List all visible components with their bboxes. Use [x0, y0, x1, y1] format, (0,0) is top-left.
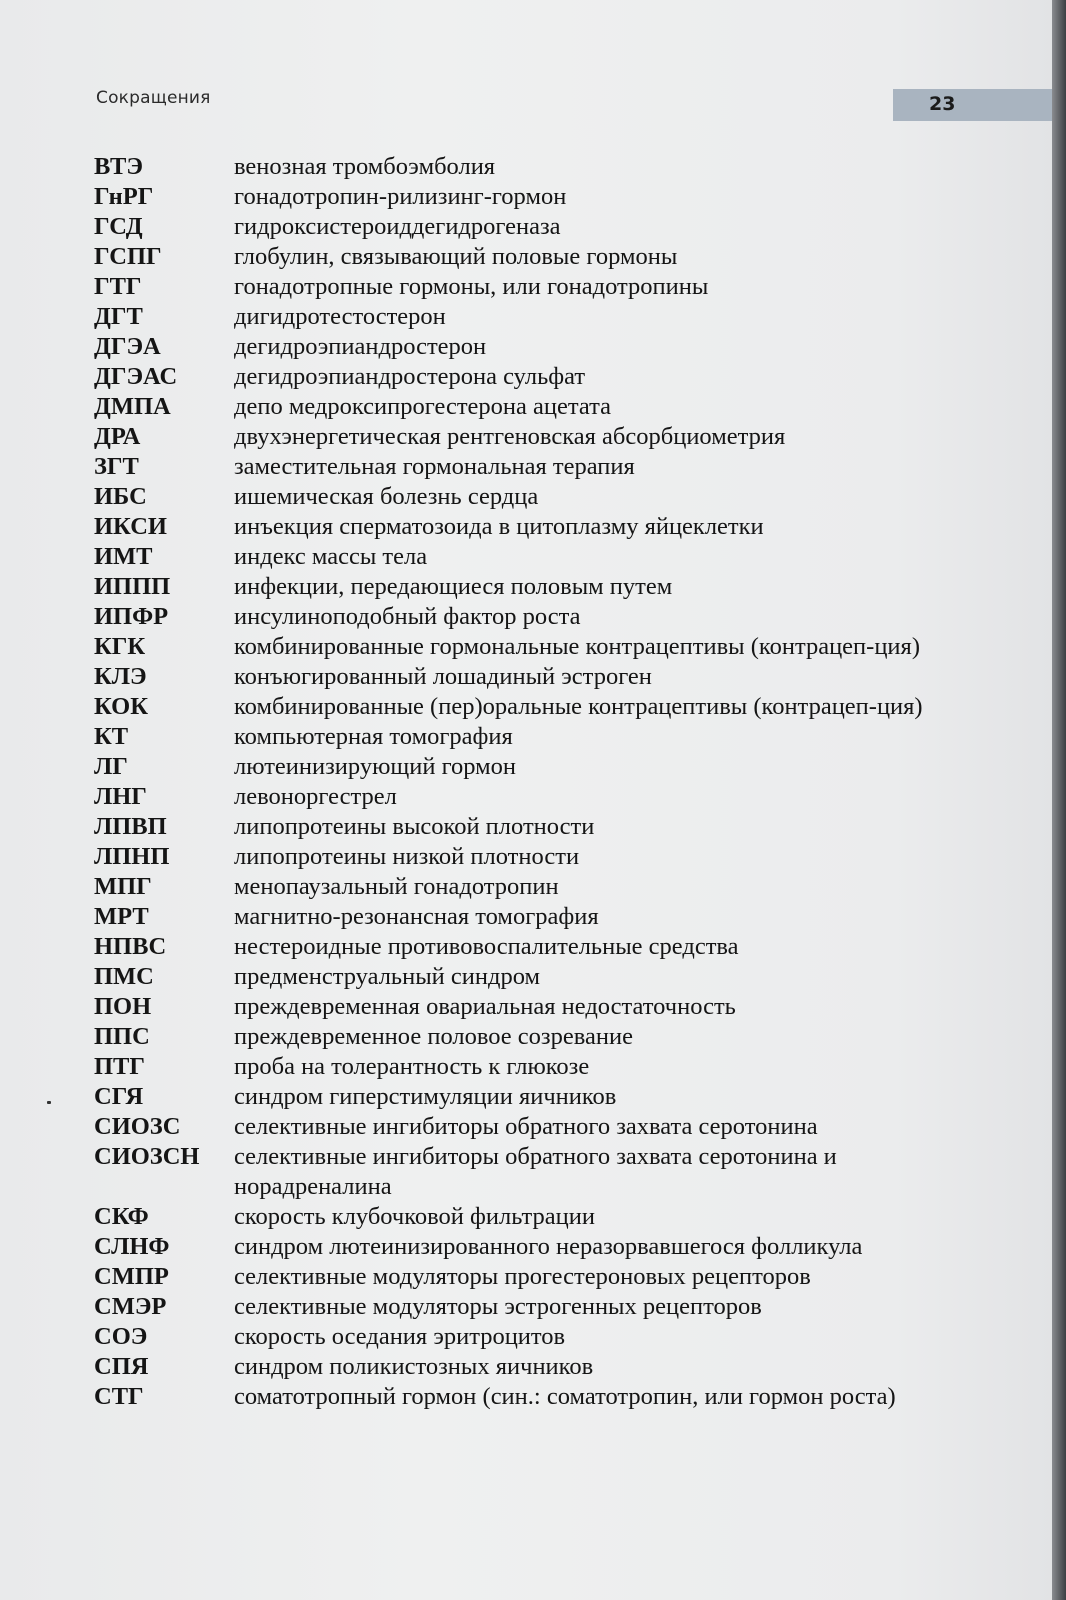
abbreviation-term: СЛНФ	[94, 1233, 170, 1260]
abbreviation-entry	[94, 512, 954, 542]
abbreviation-definition: двухэнергетическая рентгеновская абсорбциометрия	[234, 423, 786, 450]
abbreviation-term: ДРА	[94, 423, 141, 450]
abbreviation-term: СИОЗС	[94, 1113, 181, 1140]
abbreviation-definition: глобулин, связывающий половые гормоны	[234, 243, 678, 270]
abbreviation-definition: инфекции, передающиеся половым путем	[234, 573, 673, 600]
abbreviation-term: ППС	[94, 1023, 150, 1050]
abbreviation-entry	[94, 422, 954, 452]
abbreviation-entry	[94, 452, 954, 482]
abbreviation-entry	[94, 902, 954, 932]
abbreviation-term: ДМПА	[94, 393, 171, 420]
abbreviation-term: НПВС	[94, 933, 167, 960]
abbreviation-entry	[94, 362, 954, 392]
abbreviation-term: СКФ	[94, 1203, 149, 1230]
running-header: Сокращения	[96, 88, 211, 108]
abbreviation-definition: комбинированные гормональные контрацептивы (контрацеп-ция)	[234, 633, 920, 660]
abbreviation-entry	[94, 1262, 954, 1292]
abbreviation-entry	[94, 392, 954, 422]
abbreviation-term: ИКСИ	[94, 513, 167, 540]
abbreviation-entry	[94, 662, 954, 692]
abbreviation-term: ПОН	[94, 993, 152, 1020]
abbreviation-term: СПЯ	[94, 1353, 149, 1380]
page-edge-shadow	[1052, 0, 1066, 1600]
abbreviation-definition: синдром лютеинизированного неразорвавшегося фолликула	[234, 1233, 863, 1260]
abbreviation-definition: гонадотропные гормоны, или гонадотропины	[234, 273, 709, 300]
abbreviation-term: ИППП	[94, 573, 171, 600]
abbreviation-definition: ишемическая болезнь сердца	[234, 483, 539, 510]
abbreviation-entry	[94, 1292, 954, 1322]
abbreviation-term: КТ	[94, 723, 129, 750]
abbreviation-definition: лютеинизирующий гормон	[234, 753, 517, 780]
abbreviation-definition: менопаузальный гонадотропин	[234, 873, 559, 900]
abbreviation-definition: гонадотропин-рилизинг-гормон	[234, 183, 567, 210]
abbreviation-definition: магнитно-резонансная томография	[234, 903, 599, 930]
abbreviation-definition: дигидротестостерон	[234, 303, 446, 330]
abbreviation-definition: левоноргестрел	[234, 783, 397, 810]
abbreviation-entry	[94, 752, 954, 782]
abbreviation-definition: нестероидные противовоспалительные средства	[234, 933, 739, 960]
abbreviation-entry	[94, 1352, 954, 1382]
abbreviation-definition: инъекция сперматозоида в цитоплазму яйцеклетки	[234, 513, 764, 540]
abbreviation-term: ИПФР	[94, 603, 169, 630]
abbreviation-definition: синдром поликистозных яичников	[234, 1353, 594, 1380]
abbreviation-entry	[94, 1142, 954, 1202]
abbreviation-entry	[94, 1022, 954, 1052]
abbreviation-definition: индекс массы тела	[234, 543, 428, 570]
abbreviation-term: КГК	[94, 633, 146, 660]
abbreviation-term: КОК	[94, 693, 148, 720]
abbreviation-definition: комбинированные (пер)оральные контрацептивы (контрацеп-ция)	[234, 693, 923, 720]
abbreviation-entry	[94, 1202, 954, 1232]
abbreviation-term: МПГ	[94, 873, 152, 900]
abbreviation-definition: венозная тромбоэмболия	[234, 153, 496, 180]
abbreviation-entry	[94, 482, 954, 512]
abbreviation-term: КЛЭ	[94, 663, 147, 690]
abbreviation-entry	[94, 332, 954, 362]
abbreviation-entry	[94, 242, 954, 272]
abbreviation-term: ЗГТ	[94, 453, 139, 480]
abbreviation-term: СИОЗСН	[94, 1143, 200, 1170]
abbreviation-definition: проба на толерантность к глюкозе	[234, 1053, 590, 1080]
abbreviation-definition: скорость оседания эритроцитов	[234, 1323, 566, 1350]
abbreviation-entry	[94, 1232, 954, 1262]
page-number: 23	[929, 93, 956, 115]
abbreviation-term: ДГТ	[94, 303, 143, 330]
abbreviation-definition: предменструальный синдром	[234, 963, 540, 990]
abbreviation-term: ЛПВП	[94, 813, 167, 840]
abbreviation-term: ПТГ	[94, 1053, 145, 1080]
abbreviation-term: ВТЭ	[94, 153, 143, 180]
abbreviation-term: ЛНГ	[94, 783, 147, 810]
abbreviation-term: ЛГ	[94, 753, 128, 780]
abbreviation-entry	[94, 932, 954, 962]
abbreviation-entry	[94, 722, 954, 752]
abbreviation-definition: синдром гиперстимуляции яичников	[234, 1083, 617, 1110]
abbreviation-entry	[94, 692, 954, 722]
abbreviation-entry	[94, 542, 954, 572]
abbreviation-definition: селективные ингибиторы обратного захвата серотонина и норадреналина	[234, 1143, 837, 1200]
abbreviation-term: ГТГ	[94, 273, 142, 300]
abbreviation-entry	[94, 602, 954, 632]
abbreviation-entry	[94, 302, 954, 332]
abbreviation-definition: преждевременная овариальная недостаточность	[234, 993, 736, 1020]
abbreviation-entry	[94, 1382, 954, 1412]
margin-mark	[47, 1101, 51, 1104]
abbreviation-definition: селективные модуляторы прогестероновых рецепторов	[234, 1263, 811, 1290]
abbreviation-entry	[94, 842, 954, 872]
abbreviation-term: СТГ	[94, 1383, 144, 1410]
abbreviation-entry	[94, 1322, 954, 1352]
abbreviation-definition: селективные ингибиторы обратного захвата серотонина	[234, 1113, 818, 1140]
abbreviation-term: ГСПГ	[94, 243, 162, 270]
abbreviation-definition: гидроксистероиддегидрогеназа	[234, 213, 561, 240]
abbreviation-entry	[94, 572, 954, 602]
abbreviation-term: СГЯ	[94, 1083, 144, 1110]
abbreviation-definition: инсулиноподобный фактор роста	[234, 603, 581, 630]
abbreviation-definition: липопротеины низкой плотности	[234, 843, 580, 870]
abbreviation-definition: дегидроэпиандростерон	[234, 333, 487, 360]
abbreviation-definition: селективные модуляторы эстрогенных рецепторов	[234, 1293, 762, 1320]
abbreviation-list	[94, 152, 954, 1412]
abbreviation-entry	[94, 992, 954, 1022]
abbreviation-term: ПМС	[94, 963, 154, 990]
abbreviation-term: ИМТ	[94, 543, 153, 570]
abbreviation-term: МРТ	[94, 903, 149, 930]
abbreviation-definition: соматотропный гормон (син.: соматотропин, или гормон роста)	[234, 1383, 896, 1410]
abbreviation-definition: депо медроксипрогестерона ацетата	[234, 393, 611, 420]
abbreviation-term: ЛПНП	[94, 843, 170, 870]
abbreviation-term: ИБС	[94, 483, 147, 510]
abbreviation-definition: преждевременное половое созревание	[234, 1023, 633, 1050]
abbreviation-definition: конъюгированный лошадиный эстроген	[234, 663, 652, 690]
abbreviation-entry	[94, 1082, 954, 1112]
page-number-tab	[893, 89, 1052, 121]
abbreviation-definition: дегидроэпиандростерона сульфат	[234, 363, 586, 390]
abbreviation-definition: компьютерная томография	[234, 723, 513, 750]
abbreviation-term: ДГЭАС	[94, 363, 178, 390]
abbreviation-entry	[94, 872, 954, 902]
abbreviation-term: ГнРГ	[94, 183, 154, 210]
abbreviation-entry	[94, 812, 954, 842]
abbreviation-definition: липопротеины высокой плотности	[234, 813, 595, 840]
abbreviation-entry	[94, 782, 954, 812]
abbreviation-term: СМПР	[94, 1263, 169, 1290]
abbreviation-term: СМЭР	[94, 1293, 167, 1320]
abbreviation-entry	[94, 152, 954, 182]
abbreviation-term: ДГЭА	[94, 333, 161, 360]
abbreviation-term: СОЭ	[94, 1323, 148, 1350]
abbreviation-entry	[94, 962, 954, 992]
abbreviation-term: ГСД	[94, 213, 143, 240]
abbreviation-definition: заместительная гормональная терапия	[234, 453, 635, 480]
abbreviation-entry	[94, 1112, 954, 1142]
abbreviation-entry	[94, 182, 954, 212]
abbreviation-entry	[94, 272, 954, 302]
abbreviation-definition: скорость клубочковой фильтрации	[234, 1203, 595, 1230]
abbreviation-entry	[94, 212, 954, 242]
abbreviation-entry	[94, 1052, 954, 1082]
abbreviation-entry	[94, 632, 954, 662]
